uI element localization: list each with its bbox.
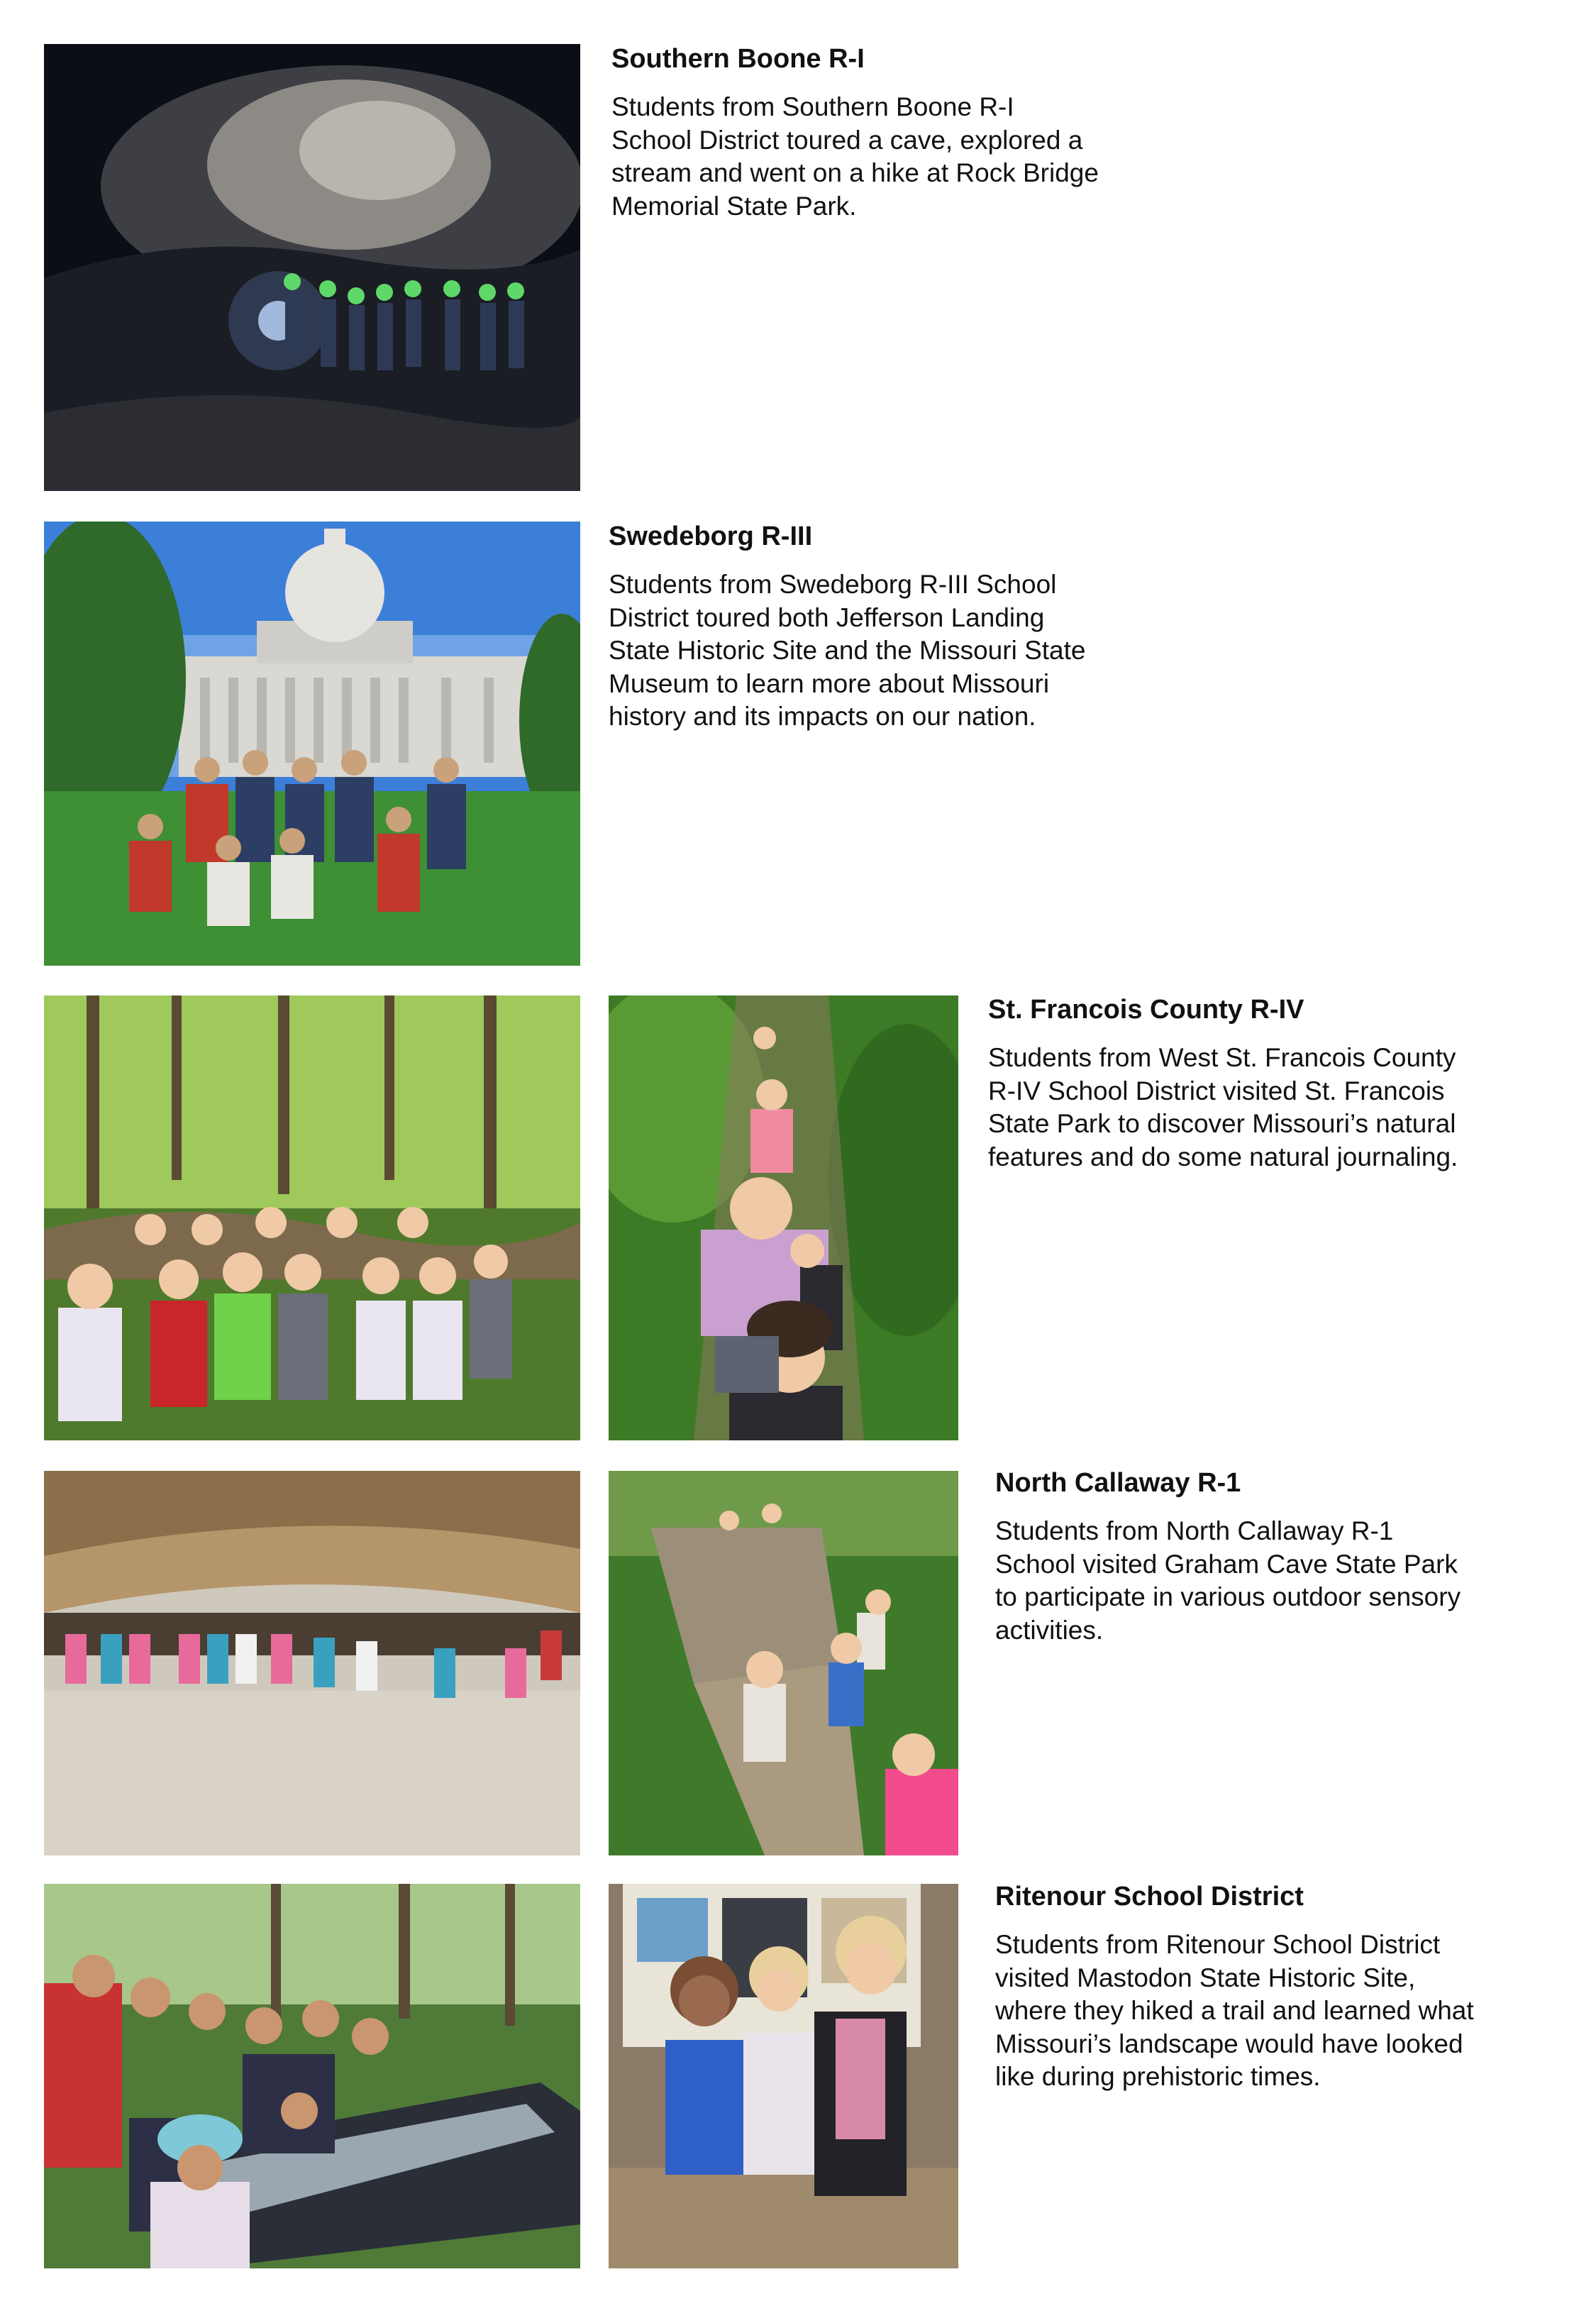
section-title: Southern Boone R-I (611, 44, 865, 74)
photo-capitol-group (44, 522, 580, 966)
section-description: Students from Swedeborg R-III School District toured both Jefferson Landing State Historic Site and the Missouri State Museum to learn more about Missouri history and its impacts on our nation. (609, 570, 1086, 731)
section-title: Ritenour School District (995, 1882, 1304, 1911)
photo-trail-kids (609, 995, 958, 1440)
section-description: Students from Southern Boone R-I School District toured a cave, explored a stream and went on a hike at Rock Bridge Memorial State Park. (611, 92, 1099, 221)
photo-boardwalk-trail (609, 1471, 958, 1855)
section-swedeborg (609, 520, 1162, 734)
section-st-francois (988, 993, 1556, 1174)
section-title: North Callaway R-1 (995, 1468, 1241, 1498)
section-north-callaway (995, 1467, 1563, 1647)
section-title: St. Francois County R-IV (988, 995, 1304, 1025)
photo-cave-exploration (44, 44, 580, 491)
photo-forest-group (44, 995, 580, 1440)
photo-cave-shelter-group (44, 1471, 580, 1855)
photo-museum-girls (609, 1884, 958, 2268)
section-description: Students from Ritenour School District visited Mastodon State Historic Site, where they hiked a trail and learned what Missouri’s landscape would have looked like during prehistoric times. (995, 1930, 1474, 2091)
section-title: Swedeborg R-III (609, 522, 813, 551)
section-ritenour (995, 1880, 1563, 2094)
section-description: Students from West St. Francois County R-IV School District visited St. Francois State Park to discover Missouri’s natural features and do some natural journaling. (988, 1043, 1458, 1171)
section-description: Students from North Callaway R-1 School visited Graham Cave State Park to participate in various outdoor sensory activities. (995, 1516, 1461, 1645)
photo-interpretive-sign-group (44, 1884, 580, 2268)
section-southern-boone (611, 43, 1165, 223)
